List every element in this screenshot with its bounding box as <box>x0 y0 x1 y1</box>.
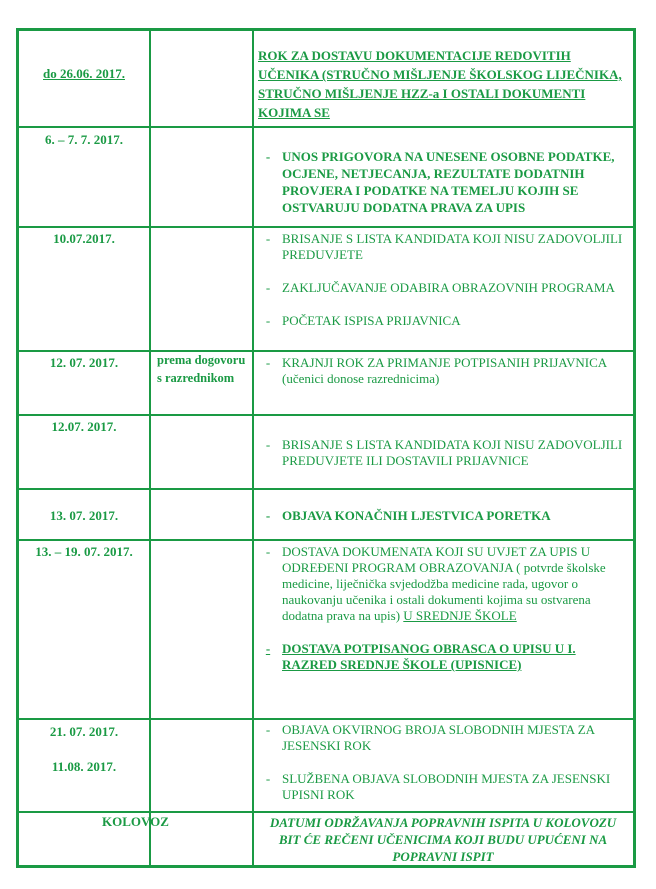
row-items <box>254 437 630 487</box>
row-divider <box>16 811 636 813</box>
list-item: - BRISANJE S LISTA KANDIDATA KOJI NISU ZADOVOLJILI PREDUVJETE <box>265 231 623 262</box>
row-divider <box>16 226 636 228</box>
row-items <box>254 355 630 413</box>
row-divider <box>16 488 636 490</box>
date-cell: 21. 07. 2017. <box>49 724 119 739</box>
row-divider <box>16 539 636 541</box>
list-item: - DOSTAVA POTPISANOG OBRASCA O UPISU U I. RAZRED SREDNJE ŠKOLE (UPISNICE) <box>265 641 576 672</box>
row-divider <box>16 414 636 416</box>
date-cell: 10.07.2017. <box>53 231 115 246</box>
list-item: - UNOS PRIGOVORA NA UNESENE OSOBNE PODATKE, OCJENE, NETJECANJA, REZULTATE DODATNIH PROVJERA I PODATKE NA TEMELJU KOJIH SE OSTVARUJU DODATNA PRAVA ZA UPIS <box>265 149 615 215</box>
month-cell: KOLOVOZ <box>102 814 169 829</box>
final-note: DATUMI ODRŽAVANJA POPRAVNIH ISPITA U KOLOVOZU BIT ĆE REČENI UČENICIMA KOJI BUDU UPUĆENI NA POPRAVNI ISPIT <box>269 815 617 864</box>
list-item: - KRAJNJI ROK ZA PRIMANJE POTPISANIH PRIJAVNICA (učenici donose razrednicima) <box>265 355 607 386</box>
date-cell: 11.08. 2017. <box>51 759 117 774</box>
list-item: - OBJAVA OKVIRNOG BROJA SLOBODNIH MJESTA ZA JESENSKI ROK <box>265 722 595 753</box>
deadline-text: ROK ZA DOSTAVU DOKUMENTACIJE REDOVITIH UČENIKA (STRUČNO MIŠLJENJE ŠKOLSKOG LIJEČNIKA, STRUČNO MIŠLJENJE HZZ-a I OSTALI DOKUMENTI KOJIMA SE <box>258 48 622 120</box>
list-item: - OBJAVA KONAČNIH LJESTVICA PORETKA <box>265 508 551 523</box>
date-cell: 13. – 19. 07. 2017. <box>35 544 133 559</box>
list-item: - DOSTAVA DOKUMENATA KOJI SU UVJET ZA UPIS U ODREĐENI PROGRAM OBRAZOVANJA ( potvrde školske medicine, liječnička svjedodžba medicine rada, ugovor o naukovanju učenika i ostali dokumenti kojima su ostvarena dodatna prava na upis) U SREDNJE ŠKOLE <box>265 544 606 623</box>
list-item: - ZAKLJUČAVANJE ODABIRA OBRAZOVNIH PROGRAMA <box>265 280 615 295</box>
date-cell: 12. 07. 2017. <box>49 355 119 370</box>
row-divider <box>16 126 636 128</box>
date-cell: 6. – 7. 7. 2017. <box>45 132 123 147</box>
schedule-table <box>16 28 636 868</box>
list-item: - SLUŽBENA OBJAVA SLOBODNIH MJESTA ZA JESENSKI UPISNI ROK <box>265 771 611 802</box>
row-items <box>254 148 630 224</box>
row-items <box>254 722 630 810</box>
row-items <box>254 508 630 538</box>
row-divider <box>16 718 636 720</box>
date-cell: 13. 07. 2017. <box>49 508 119 523</box>
note-cell: prema dogovoru s razrednikom <box>157 353 246 385</box>
date-cell: do 26.06. 2017. <box>43 66 125 81</box>
column-divider <box>149 28 151 868</box>
list-item: - BRISANJE S LISTA KANDIDATA KOJI NISU ZADOVOLJILI PREDUVJETE ILI DOSTAVILI PRIJAVNICE <box>265 437 623 468</box>
row-items <box>254 231 630 349</box>
row-divider <box>16 350 636 352</box>
date-cell: 12.07. 2017. <box>51 419 117 434</box>
row-items <box>254 544 630 718</box>
list-item: - POČETAK ISPISA PRIJAVNICA <box>265 313 461 328</box>
